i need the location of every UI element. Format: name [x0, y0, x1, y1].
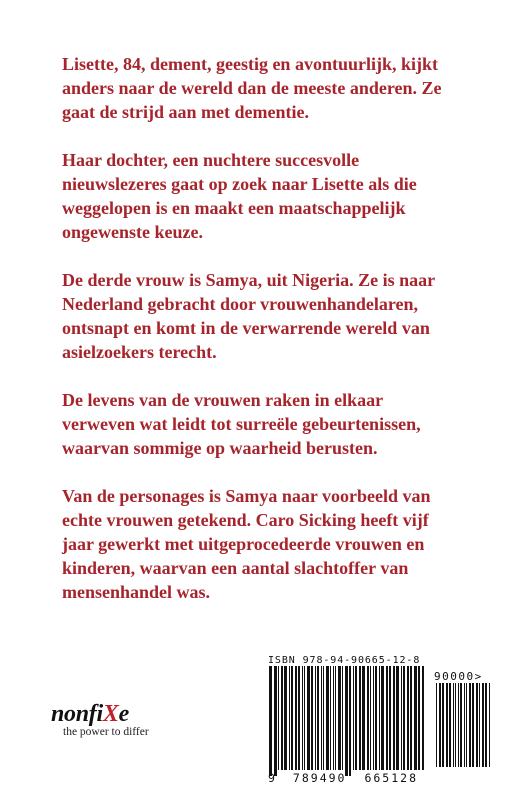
barcode-bar	[449, 683, 451, 767]
text-line: asielzoekers terecht.	[62, 342, 217, 362]
barcode-bar	[373, 666, 374, 770]
text-line: Van de personages is Samya naar voorbeeld van	[62, 486, 431, 506]
barcode-bar	[291, 666, 293, 770]
barcode-bar	[353, 666, 354, 770]
text-line: De derde vrouw is Samya, uit Nigeria. Ze is naar	[62, 270, 436, 290]
barcode-bar	[407, 666, 409, 770]
barcode-bar	[284, 666, 287, 770]
publisher-logo	[51, 702, 149, 738]
barcode-bar	[338, 666, 341, 770]
barcode-bar	[315, 666, 316, 770]
barcode-bar	[274, 666, 277, 776]
text-line: De levens van de vrouwen raken in elkaar	[62, 390, 384, 410]
barcode-bar	[482, 683, 484, 767]
text-line: anders naar de wereld dan de meeste anderen. Ze	[62, 78, 442, 98]
barcode-bar	[469, 683, 471, 767]
text-line: jaar gewerkt met uitgeprocedeerde vrouwen en	[62, 534, 425, 554]
barcode-bar	[326, 666, 329, 770]
barcode-bar	[349, 666, 351, 776]
barcode-bar	[476, 683, 478, 767]
isbn-label: ISBN 978-94-90665-12-8	[268, 655, 421, 666]
barcode-bar	[295, 666, 297, 770]
barcode-bar	[317, 666, 319, 770]
paragraph-2	[62, 148, 522, 244]
text-line: weggelopen is en maakt een maatschappelijk	[62, 198, 406, 218]
barcode-bar	[289, 666, 290, 770]
text-line: kinderen, waarvan een aantal slachtoffer van	[62, 558, 409, 578]
barcode-bar	[323, 666, 324, 770]
barcode-bar	[403, 666, 405, 770]
text-line: mensenhandel was.	[62, 582, 211, 602]
back-cover-blurb	[62, 52, 522, 604]
barcode-bar	[345, 666, 348, 776]
barcode-bar	[281, 666, 283, 770]
barcode-bar	[464, 683, 465, 767]
barcode-bar	[302, 666, 303, 770]
barcode-bar	[335, 666, 336, 770]
barcode-bar	[333, 666, 334, 770]
barcode-bar	[422, 666, 424, 770]
barcode-bar	[389, 666, 391, 770]
barcode-bar	[375, 666, 377, 770]
barcode-bar	[393, 666, 395, 770]
barcode-bar	[379, 666, 380, 770]
barcode-bar	[479, 683, 480, 767]
barcode-bar	[455, 683, 456, 767]
barcode-bar	[367, 666, 369, 770]
isbn-barcode	[266, 666, 428, 776]
paragraph-3	[62, 268, 522, 364]
barcode-bar	[460, 683, 462, 767]
logo-prefix: nonfi	[51, 701, 103, 727]
barcode-bar	[436, 683, 437, 767]
text-line: ontsnapt en komt in de verwarrende wereld van	[62, 318, 430, 338]
barcode-bar	[381, 666, 384, 770]
barcode-bar	[453, 683, 454, 767]
paragraph-5	[62, 484, 522, 604]
text-line: echte vrouwen getekend. Caro Sicking heeft vijf	[62, 510, 429, 530]
text-line: Nederland gebracht door vrouwenhandelaren,	[62, 294, 419, 314]
barcode-bar	[418, 666, 420, 770]
price-addon-number: 90000>	[434, 670, 483, 683]
barcode-bar	[439, 683, 441, 767]
barcode-bar	[362, 666, 365, 770]
barcode-bar	[442, 683, 444, 767]
text-line: ongewenste keuze.	[62, 222, 203, 242]
barcode-bar	[472, 683, 474, 767]
barcode-bar	[304, 666, 305, 770]
barcode-bar	[466, 683, 467, 767]
logo-suffix: e	[118, 701, 129, 727]
text-line: nieuwslezeres gaat op zoek naar Lisette als die	[62, 174, 417, 194]
text-line: waarvan sommige op waarheid berusten.	[62, 438, 378, 458]
barcode-bar	[410, 666, 412, 770]
barcode-bar	[307, 666, 310, 770]
barcode-bar	[298, 666, 300, 770]
barcode-first-digit: 9	[268, 771, 275, 785]
paragraph-1	[62, 52, 522, 124]
barcode-bar	[396, 666, 399, 770]
barcode-bar	[386, 666, 388, 770]
barcode-bar	[485, 683, 487, 767]
barcode-bar	[278, 666, 279, 770]
publisher-tagline: the power to differ	[63, 726, 149, 738]
barcode-left-group: 789490	[292, 771, 347, 785]
text-line: gaat de strijd aan met dementie.	[62, 102, 309, 122]
price-addon-barcode	[433, 683, 493, 767]
paragraph-4	[62, 388, 522, 460]
text-line: verweven wat leidt tot surreële gebeurtenissen,	[62, 414, 421, 434]
barcode-digits	[268, 771, 418, 785]
barcode-bar	[342, 666, 343, 770]
barcode-bar	[458, 683, 459, 767]
barcode-bar	[401, 666, 402, 770]
barcode-bar	[321, 666, 322, 770]
barcode-bar	[489, 683, 490, 767]
text-line: Lisette, 84, dement, geestig en avontuurlijk, kijkt	[62, 54, 438, 74]
barcode-bar	[269, 666, 272, 776]
barcode-bar	[446, 683, 448, 767]
logo-x: X	[102, 701, 119, 727]
publisher-wordmark	[51, 702, 149, 726]
barcode-bar	[359, 666, 361, 770]
barcode-bar	[370, 666, 371, 770]
barcode-right-group: 665128	[364, 771, 418, 785]
barcode-bar	[355, 666, 357, 770]
text-line: Haar dochter, een nuchtere succesvolle	[62, 150, 360, 170]
barcode-bar	[414, 666, 417, 770]
barcode-bar	[311, 666, 313, 770]
barcode-bar	[330, 666, 331, 770]
